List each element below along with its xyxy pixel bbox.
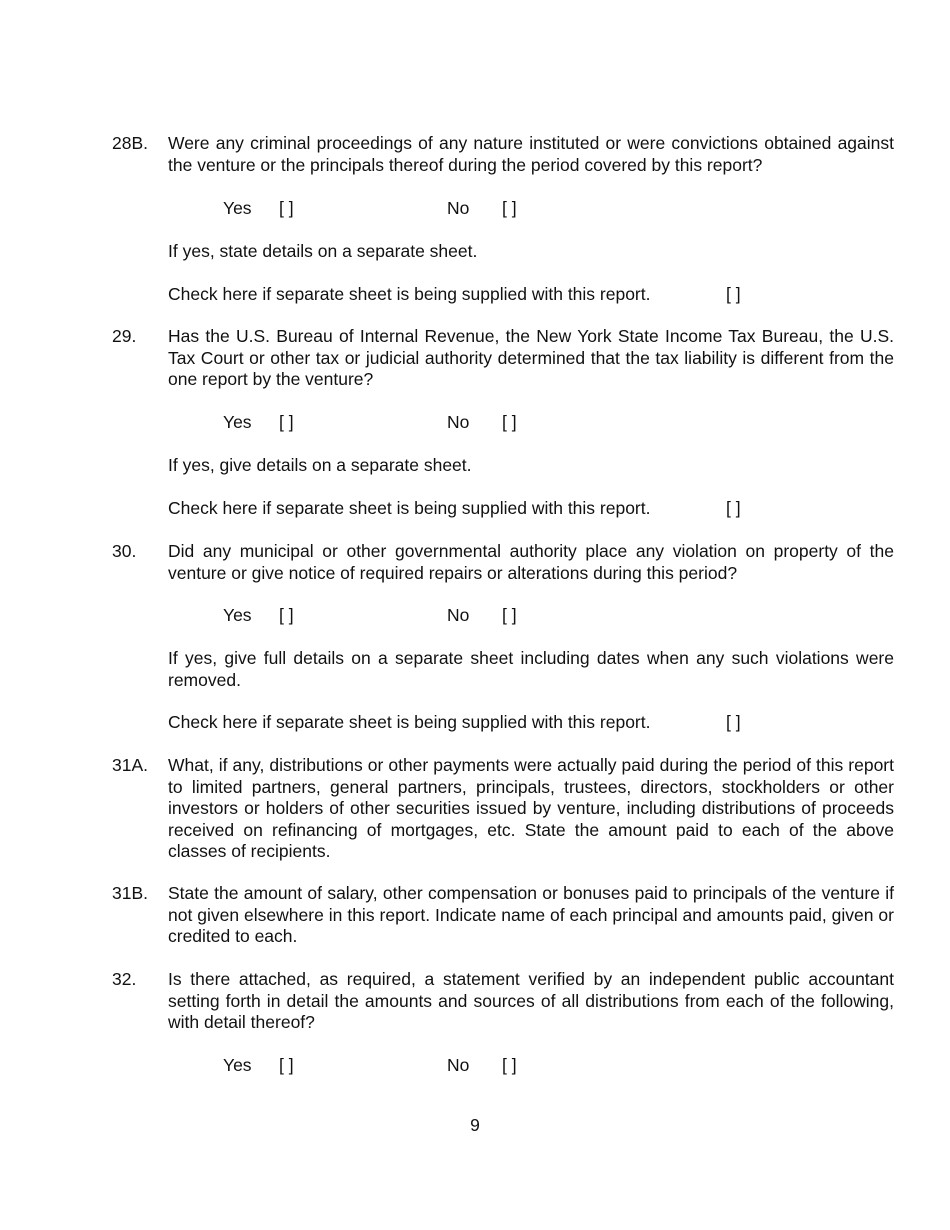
- yes-checkbox[interactable]: [ ]: [279, 605, 294, 625]
- no-label: No: [447, 1055, 470, 1075]
- instruction-text: If yes, state details on a separate sheet.: [168, 241, 478, 261]
- no-checkbox[interactable]: [ ]: [502, 198, 517, 218]
- question-text: Has the U.S. Bureau of Internal Revenue, the New York State Income Tax Bureau, the U.S. Tax Court or other tax or judicial authority determined that the tax liability is different from the one report by the venture?: [168, 326, 894, 389]
- no-label: No: [447, 605, 470, 625]
- instruction-text: If yes, give full details on a separate sheet including dates when any such violations were removed.: [168, 648, 894, 690]
- no-checkbox[interactable]: [ ]: [502, 412, 517, 432]
- question-text: Were any criminal proceedings of any nature instituted or were convictions obtained against the venture or the principals thereof during the period covered by this report?: [168, 133, 894, 175]
- yes-label: Yes: [223, 198, 252, 218]
- yes-label: Yes: [223, 412, 252, 432]
- yes-label: Yes: [223, 1055, 252, 1075]
- instruction-text: If yes, give details on a separate sheet.: [168, 455, 472, 475]
- yes-checkbox[interactable]: [ ]: [279, 198, 294, 218]
- question-text: Did any municipal or other governmental authority place any violation on property of the venture or give notice of required repairs or alterations during this period?: [168, 541, 894, 583]
- separate-sheet-checkbox[interactable]: [ ]: [726, 284, 741, 304]
- yes-label: Yes: [223, 605, 252, 625]
- no-label: No: [447, 198, 470, 218]
- no-checkbox[interactable]: [ ]: [502, 1055, 517, 1075]
- question-number: 28B.: [112, 133, 148, 153]
- yes-checkbox[interactable]: [ ]: [279, 1055, 294, 1075]
- separate-sheet-text: Check here if separate sheet is being supplied with this report.: [168, 712, 651, 732]
- question-text: What, if any, distributions or other payments were actually paid during the period of this report to limited partners, general partners, principals, trustees, directors, stockholders or other investors or holders of other securities issued by venture, including distributions of proceeds received on refinancing of mortgages, etc. State the amount paid to each of the above classes of recipients.: [168, 755, 894, 861]
- separate-sheet-text: Check here if separate sheet is being supplied with this report.: [168, 498, 651, 518]
- question-text: State the amount of salary, other compensation or bonuses paid to principals of the venture if not given elsewhere in this report. Indicate name of each principal and amounts paid, given or credited to each.: [168, 883, 894, 946]
- yes-checkbox[interactable]: [ ]: [279, 412, 294, 432]
- separate-sheet-checkbox[interactable]: [ ]: [726, 712, 741, 732]
- separate-sheet-text: Check here if separate sheet is being supplied with this report.: [168, 284, 651, 304]
- question-number: 29.: [112, 326, 137, 346]
- no-label: No: [447, 412, 470, 432]
- question-number: 30.: [112, 541, 137, 561]
- page-number: 9: [470, 1115, 480, 1135]
- question-number: 31A.: [112, 755, 148, 775]
- question-number: 32.: [112, 969, 137, 989]
- question-text: Is there attached, as required, a statement verified by an independent public accountant setting forth in detail the amounts and sources of all distributions from each of the following, with detail thereof?: [168, 969, 894, 1032]
- question-number: 31B.: [112, 883, 148, 903]
- no-checkbox[interactable]: [ ]: [502, 605, 517, 625]
- separate-sheet-checkbox[interactable]: [ ]: [726, 498, 741, 518]
